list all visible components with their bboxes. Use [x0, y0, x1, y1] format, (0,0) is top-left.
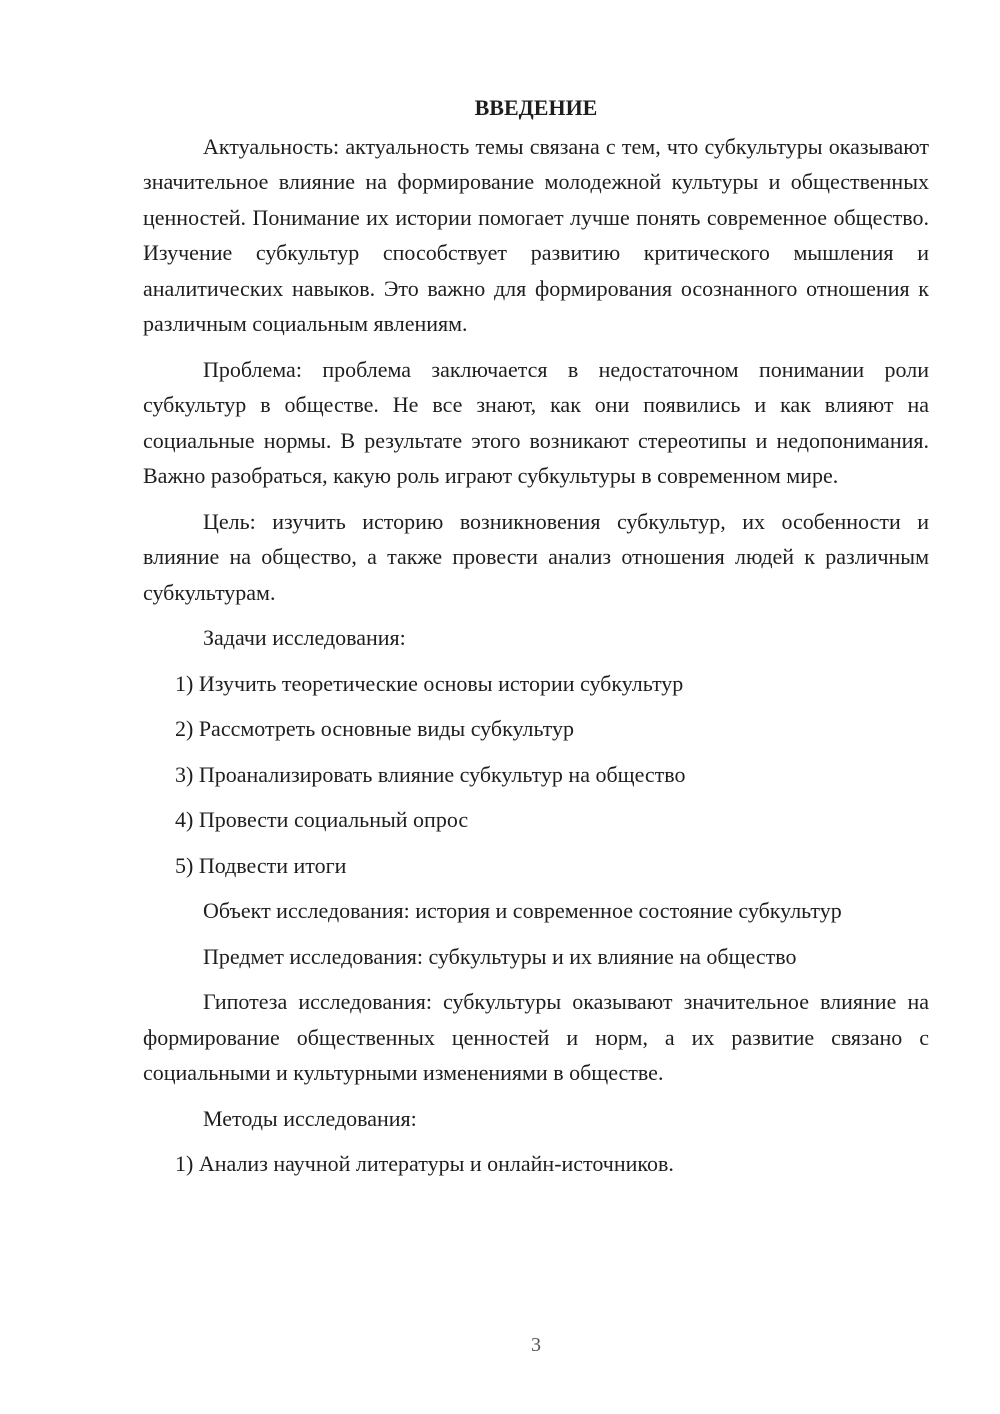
problem-paragraph: Проблема: проблема заключается в недостаточном понимании роли субкультур в обществе. Не все знают, как они появились и как влияют на социальные нормы. В результате этого возникают стереотипы и недопонимания. Важно разобраться, какую роль играют субкультуры в современном мире.: [143, 356, 929, 488]
object-line: Объект исследования: история и современное состояние субкультур: [203, 898, 842, 923]
goal-paragraph: Цель: изучить историю возникновения субкультур, их особенности и влияние на общество, а также провести анализ отношения людей к различным субкультурам.: [143, 508, 929, 605]
relevance-paragraph: Актуальность: актуальность темы связана с тем, что субкультуры оказывают значительное влияние на формирование молодежной культуры и общественных ценностей. Понимание их истории помогает лучше понять современное общество. Изучение субкультур способствует развитию критического мышления и аналитических навыков. Это важно для формирования осознанного отношения к различным социальным явлениям.: [143, 133, 929, 336]
task-item: 2) Рассмотреть основные виды субкультур: [175, 716, 574, 741]
methods-heading: Методы исследования:: [203, 1105, 417, 1131]
section-title: ВВЕДЕНИЕ: [474, 95, 598, 120]
tasks-heading: Задачи исследования:: [203, 625, 406, 650]
task-item: 1) Изучить теоретические основы истории субкультур: [175, 670, 684, 696]
method-item: 1) Анализ научной литературы и онлайн-источников.: [175, 1151, 674, 1176]
task-item: 5) Подвести итоги: [175, 852, 347, 878]
task-item: 4) Провести социальный опрос: [175, 807, 469, 832]
document-page: [143, 90, 929, 1192]
subject-line: Предмет исследования: субкультуры и их влияние на общество: [203, 943, 797, 969]
page-number: 3: [531, 1334, 541, 1356]
hypothesis-paragraph: Гипотеза исследования: субкультуры оказывают значительное влияние на формирование общественных ценностей и норм, а их развитие связано с социальными и культурными изменениями в обществе.: [143, 989, 929, 1085]
task-item: 3) Проанализировать влияние субкультур на общество: [175, 761, 686, 787]
